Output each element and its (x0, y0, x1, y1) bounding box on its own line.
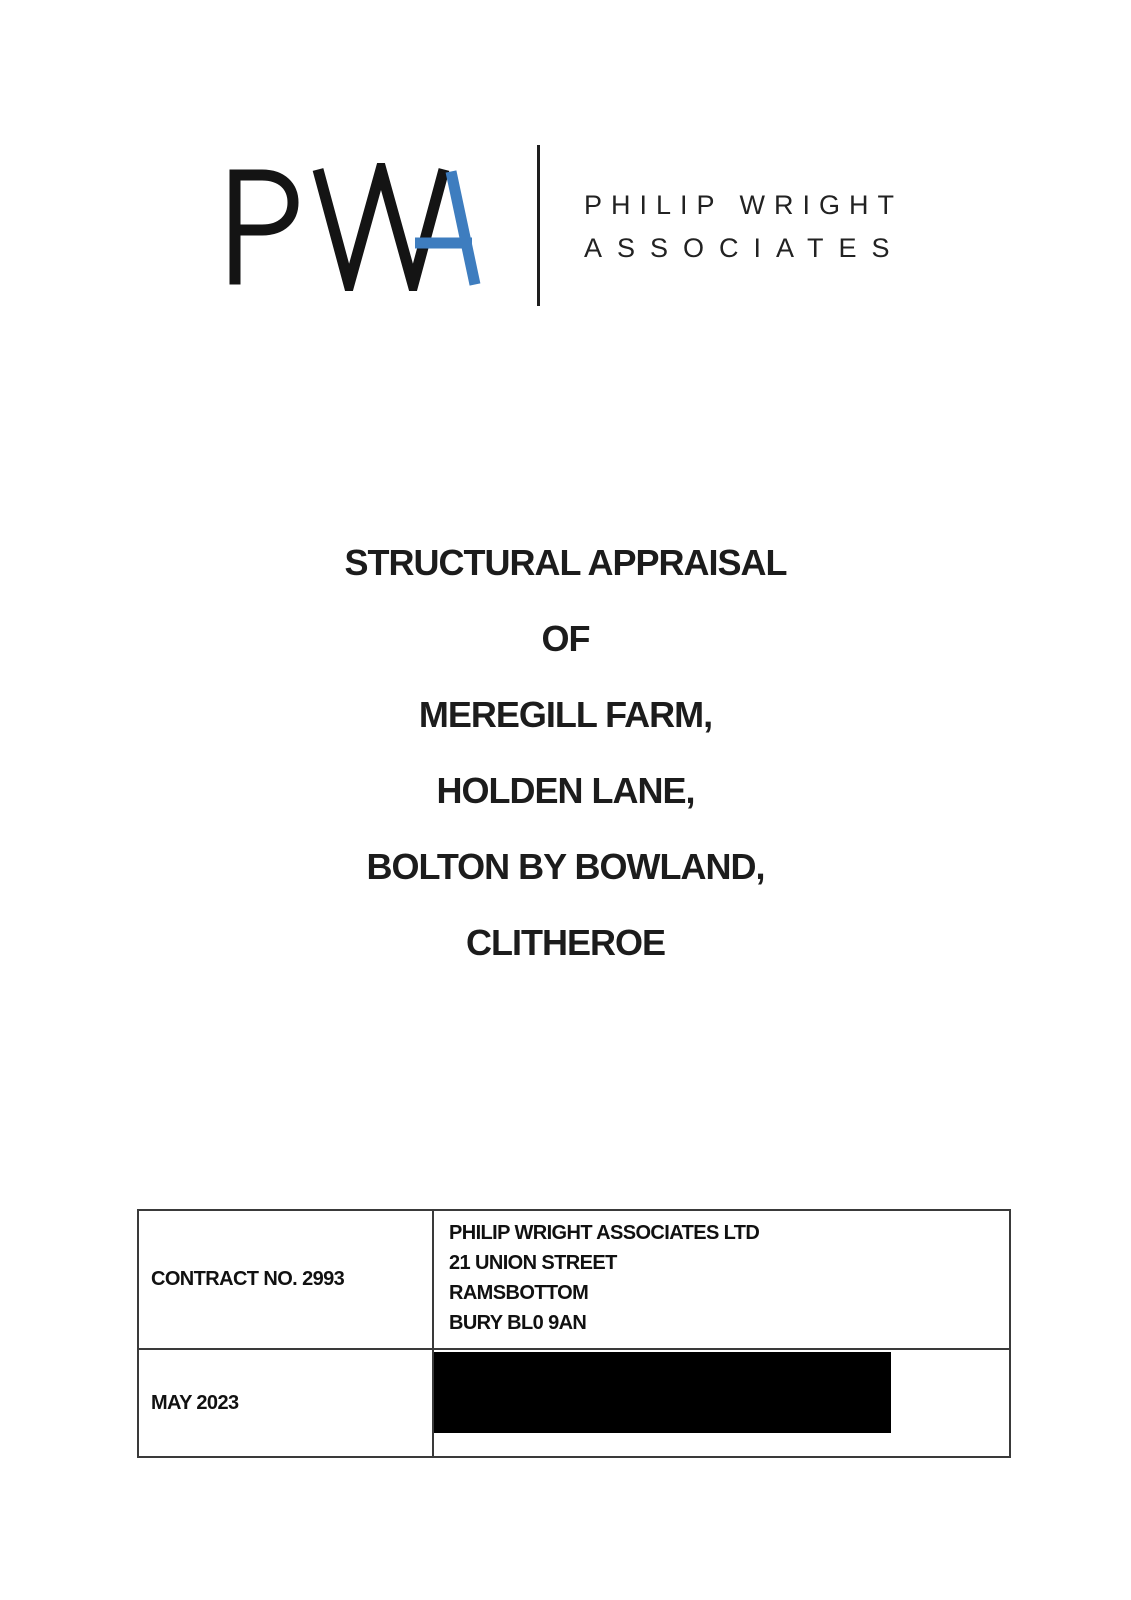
title-line-town: BOLTON BY BOWLAND, (366, 846, 765, 887)
report-title-block (0, 525, 1131, 981)
contract-number-cell (139, 1211, 434, 1348)
address-line-town: RAMSBOTTOM (449, 1282, 589, 1304)
logo-divider (537, 145, 540, 306)
logo-wordmark (584, 184, 905, 270)
title-line-city: CLITHEROE (465, 922, 665, 963)
logo-wordmark-line2: ASSOCIATES (584, 233, 905, 263)
contract-details-table (137, 1209, 1011, 1458)
company-address-cell (434, 1211, 1009, 1348)
address-line-company: PHILIP WRIGHT ASSOCIATES LTD (449, 1222, 760, 1244)
address-line-postcode: BURY BL0 9AN (449, 1312, 587, 1334)
address-line-street: 21 UNION STREET (449, 1252, 617, 1274)
title-line-farm: MEREGILL FARM, (418, 694, 713, 735)
report-date-cell (139, 1350, 434, 1456)
title-line-of: OF (541, 618, 590, 659)
title-line-lane: HOLDEN LANE, (436, 770, 695, 811)
redacted-value-cell (434, 1350, 1009, 1456)
title-line-appraisal: STRUCTURAL APPRAISAL (344, 542, 787, 583)
table-row-contract (139, 1211, 1009, 1350)
pwa-monogram-icon (221, 163, 486, 291)
contract-number-label: CONTRACT NO. 2993 (151, 1268, 345, 1290)
report-date-label: MAY 2023 (151, 1391, 239, 1414)
logo-wordmark-line1: PHILIP WRIGHT (584, 190, 904, 220)
redaction-box (434, 1352, 891, 1433)
table-row-date (139, 1350, 1009, 1456)
